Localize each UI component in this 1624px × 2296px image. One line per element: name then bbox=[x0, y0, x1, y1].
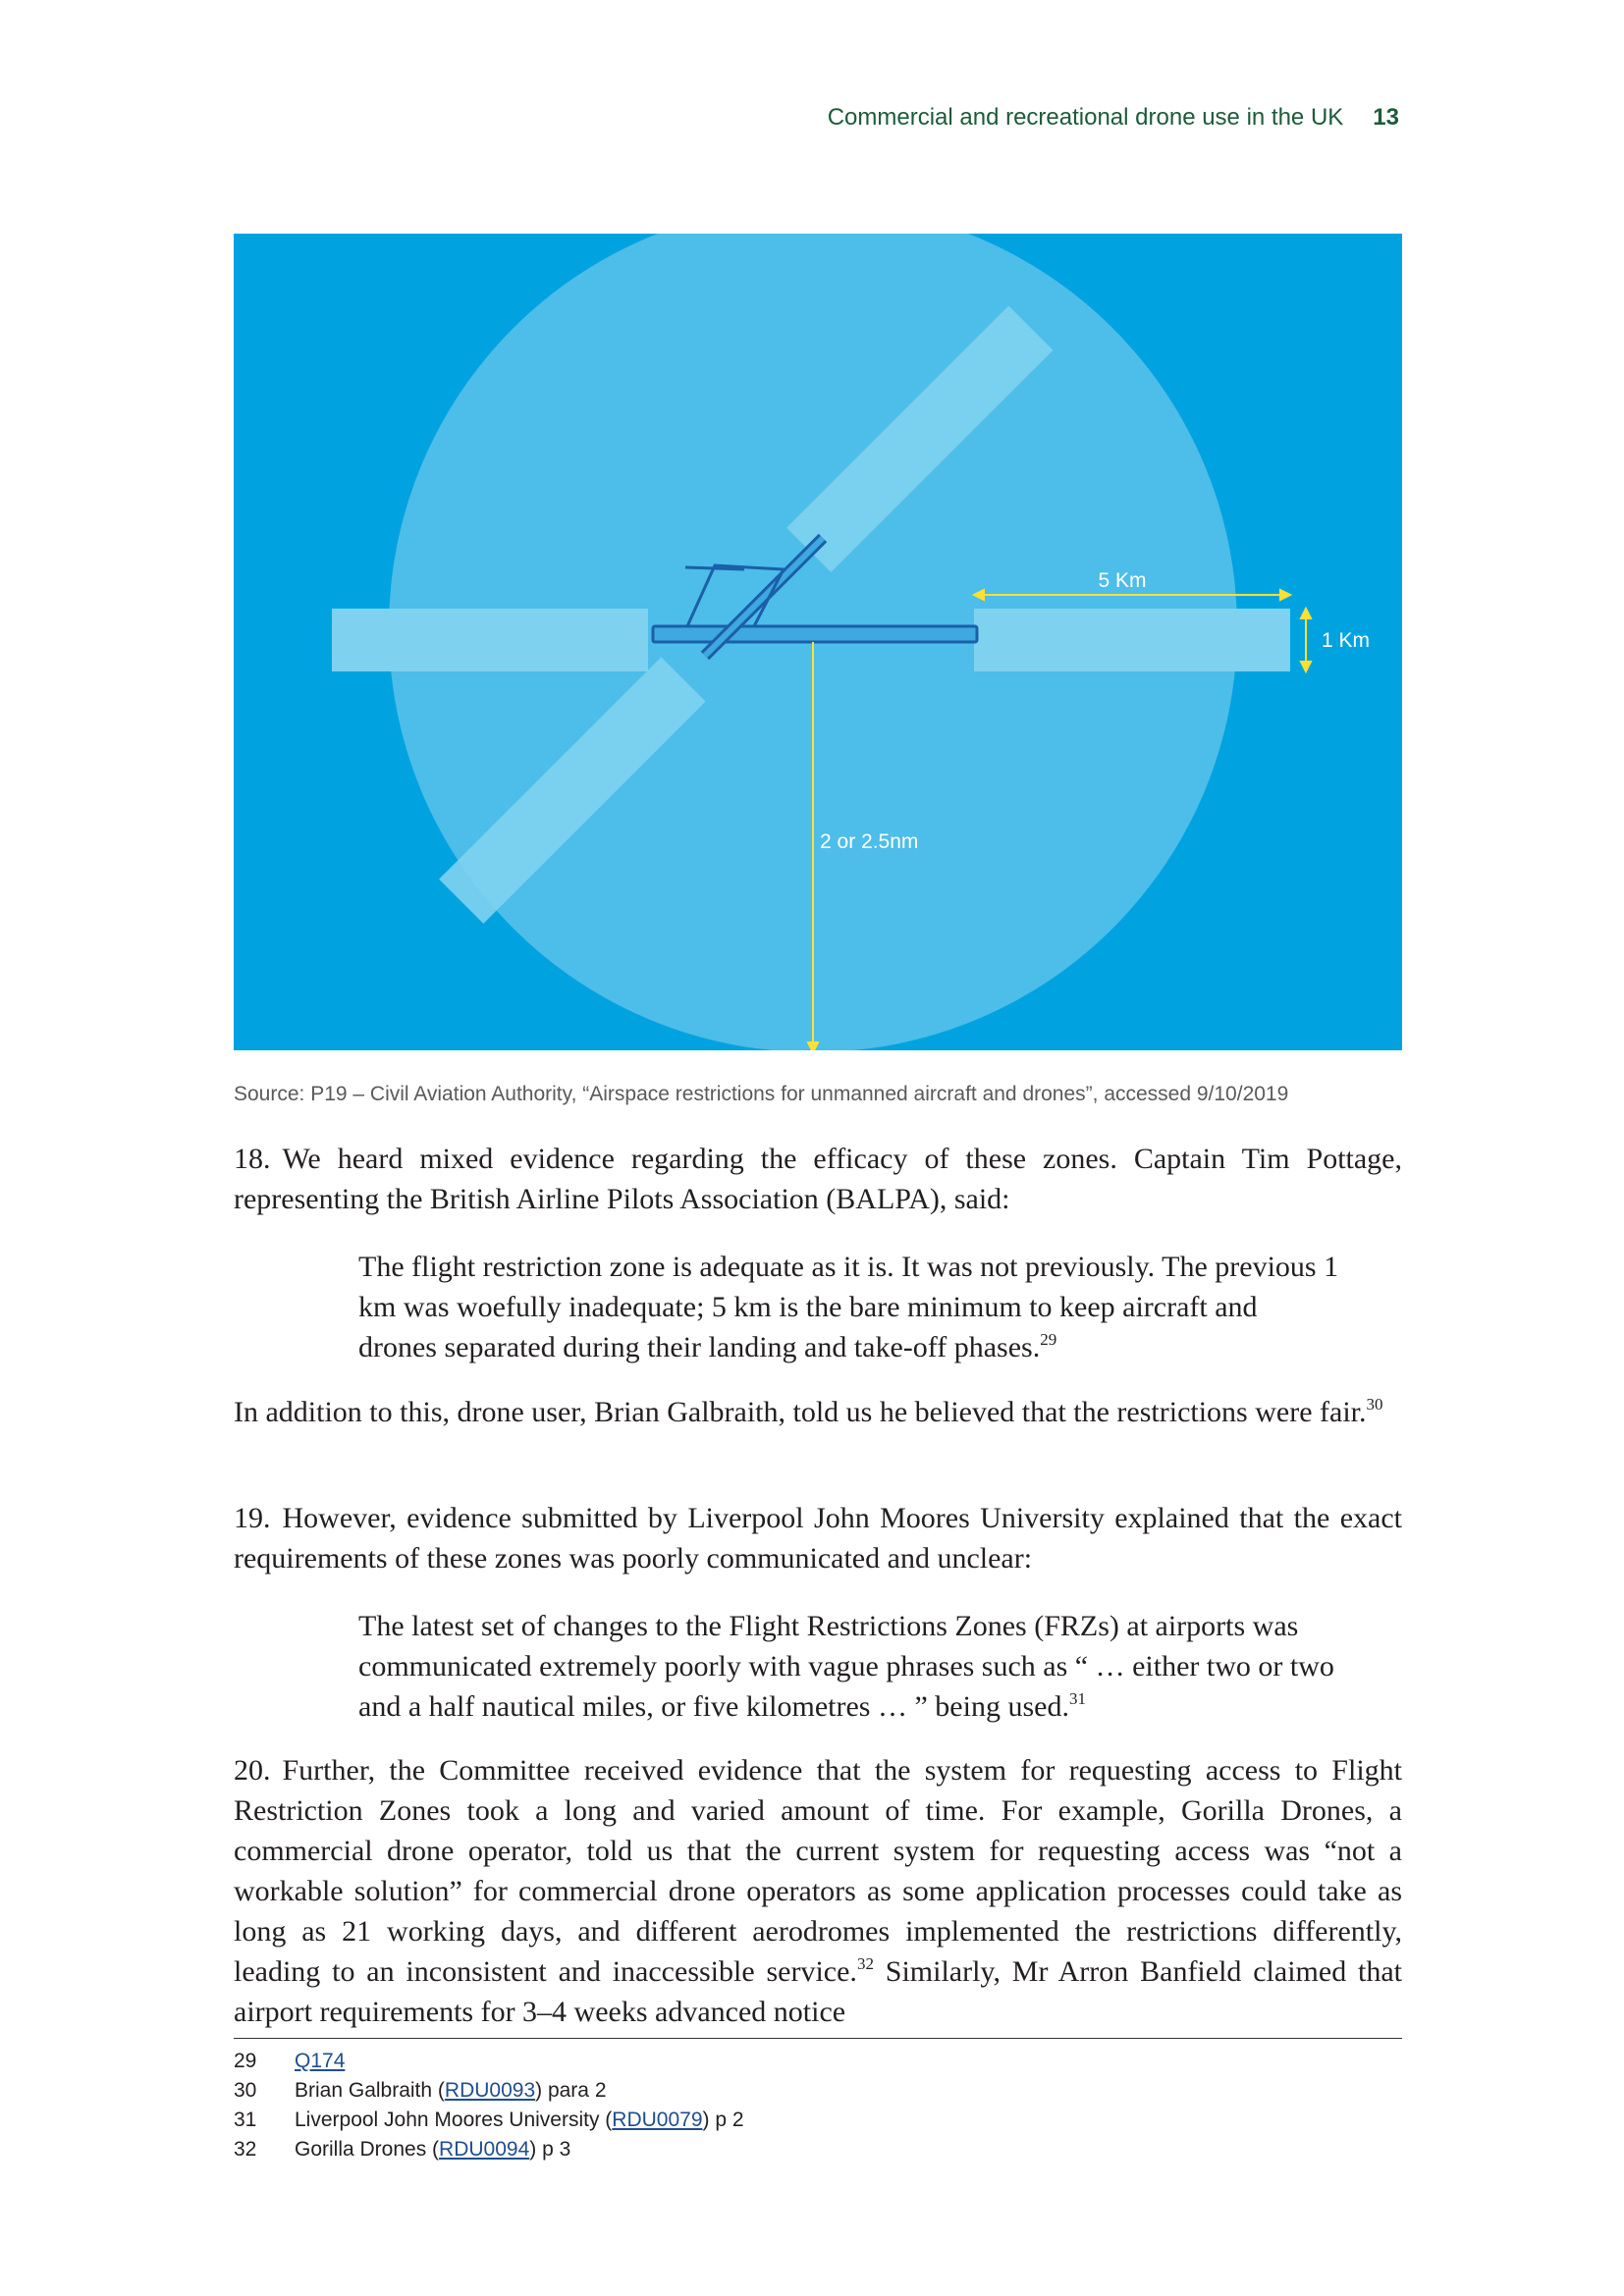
paragraph-text: In addition to this, drone user, Brian Galbraith, told us he believed that the restrictions were fair. bbox=[234, 1396, 1367, 1428]
footnote-number: 29 bbox=[234, 2050, 257, 2072]
footnote-number: 30 bbox=[234, 2079, 257, 2102]
paragraph-18-continued bbox=[234, 1392, 1402, 1432]
quote-text: The flight restriction zone is adequate as it is. It was not previously. The previous 1 km was woefully inadequate; 5 km is the bare minimum to keep aircraft and drones separated during their landing and take-off phases. bbox=[358, 1251, 1339, 1363]
airspace-restriction-diagram bbox=[234, 234, 1402, 1050]
paragraph-20 bbox=[234, 1750, 1402, 2032]
running-header bbox=[226, 104, 1399, 132]
paragraph-text: However, evidence submitted by Liverpool John Moores University explained that the exact requirements of these zones was poorly communicated and unclear: bbox=[234, 1502, 1402, 1575]
quote-text: The latest set of changes to the Flight Restrictions Zones (FRZs) at airports was communicated extremely poorly with vague phrases such as “ … either two or two and a half nautical miles, or five kilometres … ” being used. bbox=[358, 1610, 1334, 1723]
paragraph-19 bbox=[234, 1498, 1402, 1578]
quote-ljmu bbox=[358, 1606, 1340, 1727]
label-1km: 1 Km bbox=[1322, 629, 1371, 652]
paragraph-number: 19. bbox=[234, 1502, 271, 1534]
footnote-31 bbox=[234, 2109, 744, 2132]
footnote-text: Gorilla Drones ( bbox=[295, 2138, 440, 2161]
label-radius: 2 or 2.5nm bbox=[820, 830, 919, 853]
footnote-text: Brian Galbraith ( bbox=[295, 2079, 445, 2102]
footnote-link-rdu0094[interactable]: RDU0094 bbox=[439, 2138, 530, 2161]
figure-caption: Source: P19 – Civil Aviation Authority, “Airspace restrictions for unmanned aircraft and drones”, accessed 9/10/2019 bbox=[234, 1083, 1289, 1105]
footnote-link-rdu0093[interactable]: RDU0093 bbox=[444, 2079, 536, 2102]
paragraph-text: Further, the Committee received evidence that the system for requesting access to Flight Restriction Zones took a long and varied amount of time. For example, Gorilla Drones, a commercial drone operator, told us that the current system for requesting access was “not a workable solution” for commercial drone operators as some application processes could take as long as 21 working days, and different aerodromes implemented the restrictions differently, leading to an inconsistent and inaccessible service. bbox=[234, 1754, 1402, 1988]
paragraph-text: We heard mixed evidence regarding the efficacy of these zones. Captain Tim Pottage, representing the British Airline Pilots Association (BALPA), said: bbox=[234, 1143, 1402, 1215]
quote-pottage bbox=[358, 1247, 1340, 1367]
footnote-link-rdu0079[interactable]: RDU0079 bbox=[612, 2109, 703, 2131]
paragraph-text-continued: Similarly, Mr Arron Banfield claimed that airport requirements for 3–4 weeks advanced notice bbox=[234, 1955, 1403, 2028]
label-5km: 5 Km bbox=[1098, 569, 1147, 592]
footnote-number: 32 bbox=[234, 2138, 257, 2161]
paragraph-number: 20. bbox=[234, 1754, 271, 1787]
footnote-text-after: ) p 3 bbox=[529, 2138, 571, 2161]
footnote-text: Liverpool John Moores University ( bbox=[295, 2109, 613, 2131]
runway-zone-left bbox=[332, 609, 648, 671]
footnote-divider bbox=[234, 2038, 1402, 2039]
footnote-text-after: ) para 2 bbox=[535, 2079, 607, 2102]
page-number: 13 bbox=[1373, 104, 1399, 131]
header-title: Commercial and recreational drone use in the UK bbox=[827, 104, 1344, 131]
runway-zone-right bbox=[974, 609, 1290, 671]
footnote-29 bbox=[234, 2050, 345, 2073]
footnote-link-q174[interactable]: Q174 bbox=[295, 2050, 346, 2072]
footnote-number: 31 bbox=[234, 2109, 257, 2131]
footnote-ref-32: 32 bbox=[856, 1954, 874, 1973]
footnote-32 bbox=[234, 2138, 570, 2162]
footnote-ref-31: 31 bbox=[1068, 1689, 1086, 1708]
footnote-text-after: ) p 2 bbox=[702, 2109, 744, 2131]
paragraph-number: 18. bbox=[234, 1143, 271, 1175]
footnote-ref-30: 30 bbox=[1366, 1395, 1383, 1414]
footnote-ref-29: 29 bbox=[1040, 1330, 1057, 1349]
footnote-30 bbox=[234, 2079, 607, 2103]
paragraph-18 bbox=[234, 1139, 1402, 1219]
